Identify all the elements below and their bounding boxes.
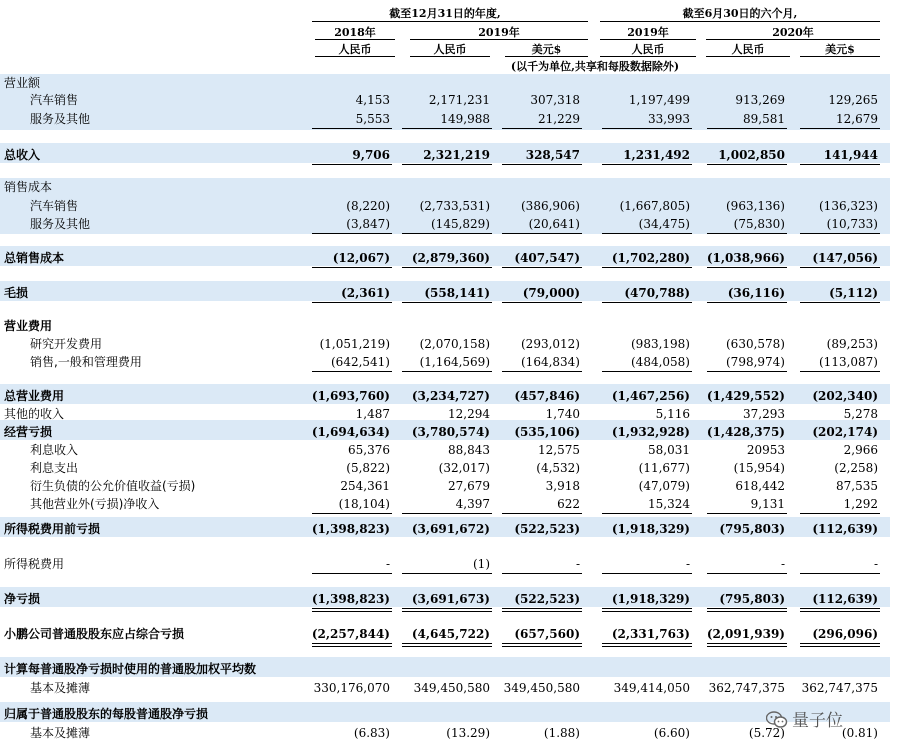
row-value: 3,918 xyxy=(545,479,580,493)
row-value: 12,575 xyxy=(538,443,580,457)
currency-header-1: 人民币 xyxy=(338,43,372,56)
row-value: (470,788) xyxy=(624,286,690,300)
row-value: (3,691,672) xyxy=(411,522,490,536)
row-value: (1,164,569) xyxy=(419,355,490,369)
row-value: (1.88) xyxy=(543,726,580,740)
row-value: (89,253) xyxy=(826,337,878,351)
row-value: (296,096) xyxy=(812,627,878,641)
row-label: 营业费用 xyxy=(4,319,53,333)
row-value: (535,106) xyxy=(514,425,580,439)
row-value: 33,993 xyxy=(648,112,690,126)
row-value: 89,581 xyxy=(743,112,785,126)
row-label: 净亏损 xyxy=(4,592,41,606)
currency-header-6: 美元$ xyxy=(825,43,855,56)
row-value: (2,257,844) xyxy=(311,627,390,641)
value-underline xyxy=(602,643,692,647)
table-row xyxy=(0,441,890,459)
row-label: 衍生负债的公允价值收益(亏损) xyxy=(30,479,196,493)
row-value: (4,645,722) xyxy=(411,627,490,641)
currency-rule-3 xyxy=(505,56,588,57)
row-value: (522,523) xyxy=(514,592,580,606)
table-row xyxy=(0,477,890,495)
value-underline xyxy=(602,608,692,612)
value-underline xyxy=(502,513,582,514)
currency-header-4: 人民币 xyxy=(631,43,665,56)
row-value: 1,002,850 xyxy=(718,148,785,162)
value-underline xyxy=(312,513,392,514)
row-value: (795,803) xyxy=(719,522,785,536)
currency-header-3: 美元$ xyxy=(531,43,562,56)
value-underline xyxy=(402,608,492,612)
row-value: 65,376 xyxy=(348,443,390,457)
table-row xyxy=(0,423,890,441)
value-underline xyxy=(602,233,692,234)
row-value: (386,906) xyxy=(521,199,580,213)
row-value: (2,331,763) xyxy=(611,627,690,641)
table-row xyxy=(0,178,890,196)
row-value: (0.81) xyxy=(841,726,878,740)
row-value: 88,843 xyxy=(448,443,490,457)
value-underline xyxy=(502,164,582,165)
row-label: 基本及摊薄 xyxy=(30,681,91,695)
value-underline xyxy=(602,128,692,129)
row-value: (1,428,375) xyxy=(706,425,785,439)
row-value: (484,058) xyxy=(631,355,690,369)
value-underline xyxy=(312,302,392,303)
row-value: (75,830) xyxy=(733,217,785,231)
row-value: (112,639) xyxy=(812,592,878,606)
value-underline xyxy=(602,267,692,268)
row-value: (522,523) xyxy=(514,522,580,536)
row-value: (293,012) xyxy=(521,337,580,351)
table-row xyxy=(0,705,890,723)
row-value: 618,442 xyxy=(735,479,785,493)
value-underline xyxy=(707,233,787,234)
row-value: 149,988 xyxy=(440,112,490,126)
table-row xyxy=(0,249,890,267)
row-label: 所得税费用 xyxy=(4,557,65,571)
row-value: 21,229 xyxy=(538,112,580,126)
row-value: 349,414,050 xyxy=(613,681,690,695)
value-underline xyxy=(707,371,787,372)
row-value: 622 xyxy=(557,497,580,511)
row-value: 362,747,375 xyxy=(801,681,878,695)
period-half-rule xyxy=(600,21,880,22)
row-value: 1,231,492 xyxy=(623,148,690,162)
year-rule-4 xyxy=(706,39,880,40)
table-row xyxy=(0,405,890,423)
row-value: (2,361) xyxy=(341,286,390,300)
row-value: 4,397 xyxy=(455,497,490,511)
row-value: - xyxy=(873,557,878,571)
value-underline xyxy=(602,371,692,372)
row-value: (4,532) xyxy=(536,461,580,475)
row-value: 12,294 xyxy=(448,407,490,421)
row-label: 汽车销售 xyxy=(30,199,79,213)
row-label: 研究开发费用 xyxy=(30,337,103,351)
row-value: 27,679 xyxy=(448,479,490,493)
row-value: - xyxy=(385,557,390,571)
table-row xyxy=(0,110,890,128)
row-value: (34,475) xyxy=(638,217,690,231)
row-value: (657,560) xyxy=(514,627,580,641)
year-rule-2 xyxy=(410,39,588,40)
table-row xyxy=(0,555,890,573)
value-underline xyxy=(707,164,787,165)
watermark xyxy=(766,706,843,731)
table-row xyxy=(0,387,890,405)
year-2019-annual-header: 2019年 xyxy=(478,26,520,39)
value-underline xyxy=(707,643,787,647)
value-underline xyxy=(502,267,582,268)
row-label: 总销售成本 xyxy=(4,251,65,265)
value-underline xyxy=(502,371,582,372)
row-value: (147,056) xyxy=(812,251,878,265)
value-underline xyxy=(602,164,692,165)
watermark-text: 量子位 xyxy=(792,711,843,731)
value-underline xyxy=(402,233,492,234)
table-row xyxy=(0,590,890,608)
row-value: 129,265 xyxy=(828,93,878,107)
value-underline xyxy=(402,302,492,303)
table-row xyxy=(0,197,890,215)
row-value: 20953 xyxy=(746,443,785,457)
row-value: (795,803) xyxy=(719,592,785,606)
value-underline xyxy=(707,513,787,514)
row-value: (558,141) xyxy=(424,286,490,300)
table-row xyxy=(0,215,890,233)
row-value: 349,450,580 xyxy=(413,681,490,695)
value-underline xyxy=(707,267,787,268)
row-value: (2,733,531) xyxy=(419,199,490,213)
value-underline xyxy=(402,513,492,514)
row-label: 小鹏公司普通股股东应占综合亏损 xyxy=(4,627,185,641)
row-value: (5,822) xyxy=(346,461,390,475)
currency-header-5: 人民币 xyxy=(731,43,765,56)
value-underline xyxy=(502,302,582,303)
row-label: 计算每普通股净亏损时使用的普通股加权平均数 xyxy=(4,662,257,676)
row-value: (202,174) xyxy=(812,425,878,439)
row-value: (3,780,574) xyxy=(411,425,490,439)
row-value: (1,398,823) xyxy=(311,592,390,606)
value-underline xyxy=(502,128,582,129)
value-underline xyxy=(707,573,787,574)
value-underline xyxy=(707,302,787,303)
row-value: 2,966 xyxy=(843,443,878,457)
row-label: 所得税费用前亏损 xyxy=(4,522,101,536)
table-row xyxy=(0,459,890,477)
table-row xyxy=(0,660,890,678)
value-underline xyxy=(312,233,392,234)
row-label: 总营业费用 xyxy=(4,389,65,403)
value-underline xyxy=(402,643,492,647)
year-2019-half-header: 2019年 xyxy=(627,26,669,39)
row-value: (10,733) xyxy=(826,217,878,231)
row-value: 2,171,231 xyxy=(428,93,490,107)
row-value: (1,038,966) xyxy=(706,251,785,265)
value-underline xyxy=(312,371,392,372)
row-value: (2,879,360) xyxy=(411,251,490,265)
row-value: (18,104) xyxy=(338,497,390,511)
row-value: 5,553 xyxy=(355,112,390,126)
row-value: 913,269 xyxy=(735,93,785,107)
row-value: - xyxy=(780,557,785,571)
value-underline xyxy=(800,128,880,129)
row-value: (47,079) xyxy=(638,479,690,493)
value-underline xyxy=(312,608,392,612)
row-label: 销售,一般和管理费用 xyxy=(30,355,142,369)
row-value: (112,639) xyxy=(812,522,878,536)
row-value: (1,918,329) xyxy=(611,522,690,536)
row-label: 基本及摊薄 xyxy=(30,726,91,740)
unit-note: (以千为单位,共享和每股数据除外) xyxy=(510,60,680,73)
row-label: 汽车销售 xyxy=(30,93,79,107)
value-underline xyxy=(707,128,787,129)
row-label: 经营亏损 xyxy=(4,425,53,439)
row-value: (2,070,158) xyxy=(419,337,490,351)
table-row xyxy=(0,317,890,335)
year-rule-1 xyxy=(315,39,395,40)
value-underline xyxy=(312,267,392,268)
table-row xyxy=(0,74,890,92)
row-label: 归属于普通股股东的每股普通股净亏损 xyxy=(4,707,209,721)
row-value: 349,450,580 xyxy=(503,681,580,695)
value-underline xyxy=(707,608,787,612)
row-value: (36,116) xyxy=(727,286,785,300)
row-value: 254,361 xyxy=(340,479,390,493)
currency-rule-2 xyxy=(410,56,490,57)
row-value: (164,834) xyxy=(521,355,580,369)
value-underline xyxy=(800,233,880,234)
row-value: (630,578) xyxy=(726,337,785,351)
row-value: 1,487 xyxy=(355,407,390,421)
table-row xyxy=(0,91,890,109)
row-value: (1,667,805) xyxy=(619,199,690,213)
currency-rule-6 xyxy=(800,56,880,57)
row-value: (2,091,939) xyxy=(706,627,785,641)
row-value: (1,694,634) xyxy=(311,425,390,439)
currency-header-2: 人民币 xyxy=(433,43,467,56)
period-annual-header: 截至12月31日的年度, xyxy=(389,7,501,20)
year-2018-header: 2018年 xyxy=(334,26,376,39)
row-value: (1,051,219) xyxy=(319,337,390,351)
row-value: (6.60) xyxy=(653,726,690,740)
row-value: (3,691,673) xyxy=(411,592,490,606)
row-value: (32,017) xyxy=(438,461,490,475)
row-value: 307,318 xyxy=(530,93,580,107)
row-value: 5,116 xyxy=(655,407,690,421)
value-underline xyxy=(402,164,492,165)
value-underline xyxy=(800,302,880,303)
row-value: 4,153 xyxy=(355,93,390,107)
row-label: 毛损 xyxy=(4,286,29,300)
value-underline xyxy=(312,643,392,647)
currency-rule-4 xyxy=(600,56,696,57)
value-underline xyxy=(602,513,692,514)
row-value: 1,740 xyxy=(545,407,580,421)
row-value: (3,234,727) xyxy=(411,389,490,403)
row-value: (5,112) xyxy=(829,286,878,300)
table-row xyxy=(0,353,890,371)
row-label: 服务及其他 xyxy=(30,217,91,231)
row-value: (1,467,256) xyxy=(611,389,690,403)
value-underline xyxy=(312,573,392,574)
value-underline xyxy=(800,573,880,574)
row-value: (8,220) xyxy=(346,199,390,213)
row-value: (407,547) xyxy=(514,251,580,265)
row-value: - xyxy=(575,557,580,571)
row-value: (12,067) xyxy=(332,251,390,265)
row-value: (20,641) xyxy=(528,217,580,231)
value-underline xyxy=(502,608,582,612)
row-value: (1,693,760) xyxy=(311,389,390,403)
table-row xyxy=(0,625,890,643)
row-value: (798,974) xyxy=(726,355,785,369)
value-underline xyxy=(402,267,492,268)
year-rule-3 xyxy=(600,39,696,40)
table-row xyxy=(0,146,890,164)
row-value: (202,340) xyxy=(812,389,878,403)
row-value: 141,944 xyxy=(823,148,878,162)
row-label: 服务及其他 xyxy=(30,112,91,126)
row-value: (136,323) xyxy=(819,199,878,213)
row-value: 330,176,070 xyxy=(313,681,390,695)
row-value: (983,198) xyxy=(631,337,690,351)
table-row xyxy=(0,724,890,742)
row-value: (6.83) xyxy=(353,726,390,740)
value-underline xyxy=(502,643,582,647)
value-underline xyxy=(800,643,880,647)
row-value: (13.29) xyxy=(446,726,490,740)
table-row xyxy=(0,284,890,302)
row-value: 1,197,499 xyxy=(628,93,690,107)
row-value: 5,278 xyxy=(843,407,878,421)
row-value: 9,706 xyxy=(352,148,390,162)
row-value: (1) xyxy=(473,557,490,571)
value-underline xyxy=(402,128,492,129)
row-value: (79,000) xyxy=(522,286,580,300)
row-value: 58,031 xyxy=(648,443,690,457)
value-underline xyxy=(800,164,880,165)
value-underline xyxy=(312,128,392,129)
period-half-header: 截至6月30日的六个月, xyxy=(682,7,798,20)
row-value: 1,292 xyxy=(843,497,878,511)
value-underline xyxy=(602,573,692,574)
row-label: 其他的收入 xyxy=(4,407,65,421)
row-value: (5.72) xyxy=(748,726,785,740)
row-value: (15,954) xyxy=(733,461,785,475)
currency-rule-1 xyxy=(315,56,395,57)
table-row xyxy=(0,520,890,538)
value-underline xyxy=(800,267,880,268)
row-value: (2,258) xyxy=(834,461,878,475)
row-value: (1,702,280) xyxy=(611,251,690,265)
row-label: 营业额 xyxy=(4,76,41,90)
year-2020-header: 2020年 xyxy=(772,26,814,39)
value-underline xyxy=(800,371,880,372)
table-row xyxy=(0,495,890,513)
row-label: 总收入 xyxy=(4,148,41,162)
value-underline xyxy=(502,233,582,234)
value-underline xyxy=(800,608,880,612)
wechat-icon xyxy=(766,711,786,727)
row-value: (1,918,329) xyxy=(611,592,690,606)
row-value: (963,136) xyxy=(726,199,785,213)
value-underline xyxy=(402,573,492,574)
row-value: (145,829) xyxy=(431,217,490,231)
row-label: 销售成本 xyxy=(4,180,53,194)
row-value: (642,541) xyxy=(331,355,390,369)
row-value: - xyxy=(685,557,690,571)
period-annual-rule xyxy=(312,21,588,22)
row-value: 9,131 xyxy=(750,497,785,511)
row-value: (3,847) xyxy=(346,217,390,231)
row-value: (1,429,552) xyxy=(706,389,785,403)
row-value: (113,087) xyxy=(819,355,878,369)
row-value: 12,679 xyxy=(836,112,878,126)
row-value: 362,747,375 xyxy=(708,681,785,695)
row-value: (11,677) xyxy=(638,461,690,475)
value-underline xyxy=(502,573,582,574)
row-value: (1,932,928) xyxy=(611,425,690,439)
table-row xyxy=(0,335,890,353)
currency-rule-5 xyxy=(706,56,790,57)
row-value: 15,324 xyxy=(648,497,690,511)
value-underline xyxy=(312,164,392,165)
value-underline xyxy=(800,513,880,514)
row-value: (457,846) xyxy=(514,389,580,403)
value-underline xyxy=(602,302,692,303)
value-underline xyxy=(402,371,492,372)
row-label: 利息收入 xyxy=(30,443,79,457)
row-value: 2,321,219 xyxy=(423,148,490,162)
row-value: (1,398,823) xyxy=(311,522,390,536)
row-value: 328,547 xyxy=(525,148,580,162)
row-label: 利息支出 xyxy=(30,461,79,475)
row-label: 其他营业外(亏损)净收入 xyxy=(30,497,160,511)
table-row xyxy=(0,679,890,697)
row-value: 37,293 xyxy=(743,407,785,421)
row-value: 87,535 xyxy=(836,479,878,493)
